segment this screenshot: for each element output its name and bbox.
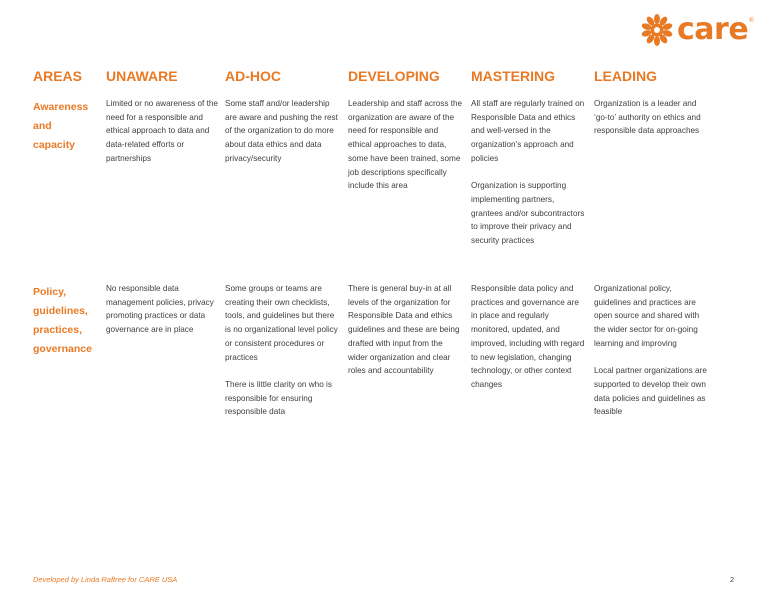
care-emblem-icon <box>640 13 674 47</box>
cell-awareness-developing <box>348 97 464 193</box>
row-label-line: Awareness <box>33 101 89 113</box>
cell-text: Limited or no awareness of the need for a responsible and ethical approach to data and data-related efforts or partnerships <box>106 99 218 163</box>
cell-policy-developing <box>348 282 464 378</box>
registered-mark: ® <box>749 18 754 24</box>
header-leading: LEADING <box>594 68 657 84</box>
cell-text: Leadership and staff across the organization are aware of the need for responsible and ethical approaches to data, some have been trained, some job descriptions specifically include this area <box>348 99 463 191</box>
header-areas: AREAS <box>33 68 83 84</box>
footer-credit: Developed by Linda Raftree for CARE USA <box>33 575 178 584</box>
row-label-line: practices, <box>33 324 83 336</box>
header-mastering: MASTERING <box>471 68 555 84</box>
row-label-line: guidelines, <box>33 305 88 317</box>
cell-awareness-leading <box>594 97 710 138</box>
cell-text: Some staff and/or leadership are aware and pushing the rest of the organization to do more about data ethics and data privacy/security <box>225 99 338 163</box>
header-developing: DEVELOPING <box>348 68 440 84</box>
cell-text: Some groups or teams are creating their own checklists, tools, and guidelines but there is no organizational level policy or consistent procedures or practices <box>225 284 338 362</box>
cell-awareness-mastering <box>471 97 587 248</box>
cell-text: Organizational policy, guidelines and practices are open source and shared with the wider sector for on-going learning and improving <box>594 284 700 348</box>
cell-text: Responsible data policy and practices and governance are in place and regularly monitored, updated, and improved, including with regard to new legislation, changing technology, or other context changes <box>471 284 585 389</box>
row-label-policy <box>33 283 92 359</box>
cell-text: Local partner organizations are supported to develop their own data policies and guidelines as feasible <box>594 366 707 417</box>
page-number: 2 <box>730 575 735 584</box>
cell-policy-unaware <box>106 282 218 337</box>
cell-text: Organization is a leader and ‘go-to’ authority on ethics and responsible data approaches <box>594 99 701 136</box>
header-ad-hoc: AD-HOC <box>225 68 281 84</box>
row-label-line: and <box>33 120 52 132</box>
row-label-awareness <box>33 98 88 155</box>
cell-policy-leading <box>594 282 710 419</box>
row-label-line: Policy, <box>33 286 67 298</box>
logo-wordmark: care <box>677 12 749 47</box>
cell-text: No responsible data management policies, privacy promoting practices or data governance are in place <box>106 284 214 335</box>
row-label-line: capacity <box>33 139 76 151</box>
cell-text: There is little clarity on who is responsible for ensuring responsible data <box>225 379 332 417</box>
cell-text: All staff are regularly trained on Responsible Data and ethics and well-versed in the organization’s approach and policies <box>471 99 585 163</box>
header-unaware: UNAWARE <box>106 68 178 84</box>
cell-policy-ad-hoc <box>225 282 341 419</box>
cell-awareness-unaware <box>106 97 218 166</box>
care-logo <box>640 12 754 48</box>
cell-text: Organization is supporting implementing partners, grantees and/or subcontractors to improve their privacy and security practices <box>471 181 585 246</box>
cell-text: There is general buy-in at all levels of the organization for Responsible Data and ethics guidelines and these are being drafted with input from the wider organization and clear roles and accountability <box>348 284 460 376</box>
row-label-line: governance <box>33 343 92 355</box>
cell-policy-mastering <box>471 282 587 392</box>
cell-awareness-ad-hoc <box>225 97 341 166</box>
